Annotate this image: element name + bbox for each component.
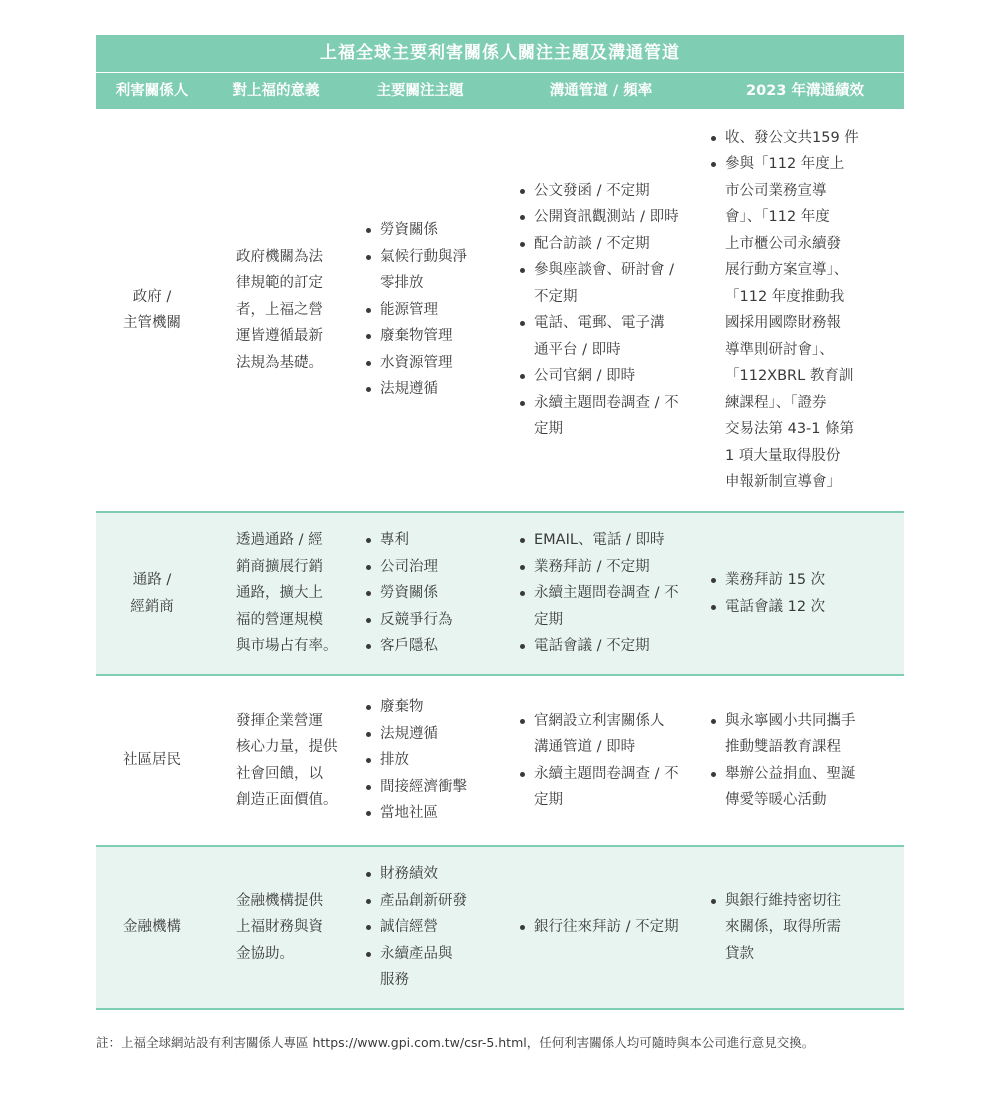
performance-item: 業務拜訪 15 次: [709, 567, 825, 594]
performance-item: 舉辦公益捐血、聖誕 傳愛等暖心活動: [709, 761, 856, 814]
topic-item: 永續產品與 服務: [364, 941, 467, 994]
meaning-cell: [208, 513, 344, 674]
table-row: [96, 109, 904, 513]
topic-item: 廢棄物管理: [364, 323, 467, 350]
table-row: [96, 513, 904, 676]
topic-item: 專利: [364, 527, 453, 554]
topics-cell: [344, 513, 496, 674]
performance-cell: [706, 109, 904, 511]
performance-item: 與銀行維持密切往 來關係，取得所需 貸款: [709, 888, 841, 968]
table-body: [96, 109, 904, 1010]
performance-item: 收、發公文共159 件: [709, 125, 859, 152]
meaning-text: 發揮企業營運 核心力量，提供 社會回饋，以 創造正面價值。: [236, 712, 338, 808]
topic-item: 法規遵循: [364, 376, 467, 403]
performance-cell: [706, 847, 904, 1008]
channel-item: 配合訪談 / 不定期: [518, 231, 679, 258]
stakeholder-name: 通路 / 經銷商: [130, 572, 174, 615]
stakeholder-name: 政府 / 主管機關: [123, 288, 181, 331]
stakeholder-cell: [96, 513, 208, 674]
topic-list: [364, 861, 467, 994]
topic-item: 當地社區: [364, 800, 467, 827]
stakeholder-cell: [96, 109, 208, 511]
performance-list: [709, 708, 856, 814]
table-row: [96, 676, 904, 847]
topic-item: 水資源管理: [364, 350, 467, 377]
header-stakeholder: 利害關係人: [115, 83, 189, 99]
performance-cell: [706, 513, 904, 674]
performance-list: [709, 567, 825, 620]
stakeholder-table: [96, 35, 904, 1010]
stakeholder-name: 金融機構: [123, 919, 181, 936]
table-header: [96, 73, 904, 109]
meaning-cell: [208, 847, 344, 1008]
header-channels: 溝通管道 / 頻率: [549, 83, 653, 99]
channel-item: 永續主題問卷調查 / 不 定期: [518, 580, 679, 633]
meaning-cell: [208, 676, 344, 845]
channel-list: [518, 708, 679, 814]
header-topics: 主要關注主題: [376, 83, 464, 99]
topic-item: 誠信經營: [364, 914, 467, 941]
meaning-text: 政府機關為法 律規範的訂定 者，上福之營 運皆遵循最新 法規為基礎。: [236, 248, 323, 371]
channel-item: 官網設立利害關係人 溝通管道 / 即時: [518, 708, 679, 761]
channel-item: 參與座談會、研討會 / 不定期: [518, 257, 679, 310]
header-performance: 2023 年溝通績效: [746, 83, 864, 99]
channel-item: 銀行往來拜訪 / 不定期: [518, 914, 679, 941]
table-title: 上福全球主要利害關係人關注主題及溝通管道: [96, 35, 904, 72]
table-row: [96, 847, 904, 1010]
channel-item: 業務拜訪 / 不定期: [518, 554, 679, 581]
stakeholder-name: 社區居民: [123, 752, 181, 769]
topic-list: [364, 694, 467, 827]
meaning-text: 透過通路 / 經 銷商擴展行銷 通路，擴大上 福的營運規模 與市場占有率。: [236, 532, 338, 655]
channel-item: 永續主題問卷調查 / 不 定期: [518, 390, 679, 443]
topic-item: 勞資關係: [364, 217, 467, 244]
performance-list: [709, 125, 859, 496]
topic-item: 產品創新研發: [364, 888, 467, 915]
channels-cell: [496, 109, 706, 511]
channels-cell: [496, 847, 706, 1008]
topic-item: 公司治理: [364, 554, 453, 581]
channels-cell: [496, 513, 706, 674]
topic-item: 能源管理: [364, 297, 467, 324]
performance-item: 電話會議 12 次: [709, 594, 825, 621]
topic-item: 間接經濟衝擊: [364, 774, 467, 801]
channel-list: [518, 914, 679, 941]
stakeholder-cell: [96, 676, 208, 845]
topics-cell: [344, 109, 496, 511]
channel-item: 公司官網 / 即時: [518, 363, 679, 390]
channel-item: 電話、電郵、電子溝 通平台 / 即時: [518, 310, 679, 363]
topic-item: 廢棄物: [364, 694, 467, 721]
topic-list: [364, 527, 453, 660]
performance-item: 與永寧國小共同攜手 推動雙語教育課程: [709, 708, 856, 761]
stakeholder-cell: [96, 847, 208, 1008]
channel-item: 公開資訊觀測站 / 即時: [518, 204, 679, 231]
performance-cell: [706, 676, 904, 845]
channel-list: [518, 178, 679, 443]
topic-item: 財務績效: [364, 861, 467, 888]
topic-item: 排放: [364, 747, 467, 774]
topics-cell: [344, 676, 496, 845]
meaning-cell: [208, 109, 344, 511]
topic-item: 反競爭行為: [364, 607, 453, 634]
channels-cell: [496, 676, 706, 845]
channel-item: 電話會議 / 不定期: [518, 633, 679, 660]
performance-list: [709, 888, 841, 968]
topics-cell: [344, 847, 496, 1008]
topic-item: 勞資關係: [364, 580, 453, 607]
channel-item: 永續主題問卷調查 / 不 定期: [518, 761, 679, 814]
performance-item: 參與「112 年度上 市公司業務宣導 會」、「112 年度 上市櫃公司永續發 展行動方案宣導」、 「112 年度推動我 國採用國際財務報 導準則研討會」、 「112XBRL 教育訓 練課程」、「證券 交易法第 43-1 條第 1 項大量取得股份 申報新制宣導會」: [709, 151, 859, 496]
meaning-text: 金融機構提供 上福財務與資 金協助。: [236, 892, 323, 962]
channel-item: EMAIL、電話 / 即時: [518, 527, 679, 554]
topic-list: [364, 217, 467, 403]
channel-list: [518, 527, 679, 660]
header-meaning: 對上福的意義: [232, 83, 320, 99]
channel-item: 公文發函 / 不定期: [518, 178, 679, 205]
topic-item: 法規遵循: [364, 721, 467, 748]
topic-item: 客戶隱私: [364, 633, 453, 660]
topic-item: 氣候行動與淨 零排放: [364, 244, 467, 297]
footnote: 註：上福全球網站設有利害關係人專區 https://www.gpi.com.tw/csr-5.html，任何利害關係人均可隨時與本公司進行意見交換。: [96, 1035, 815, 1050]
